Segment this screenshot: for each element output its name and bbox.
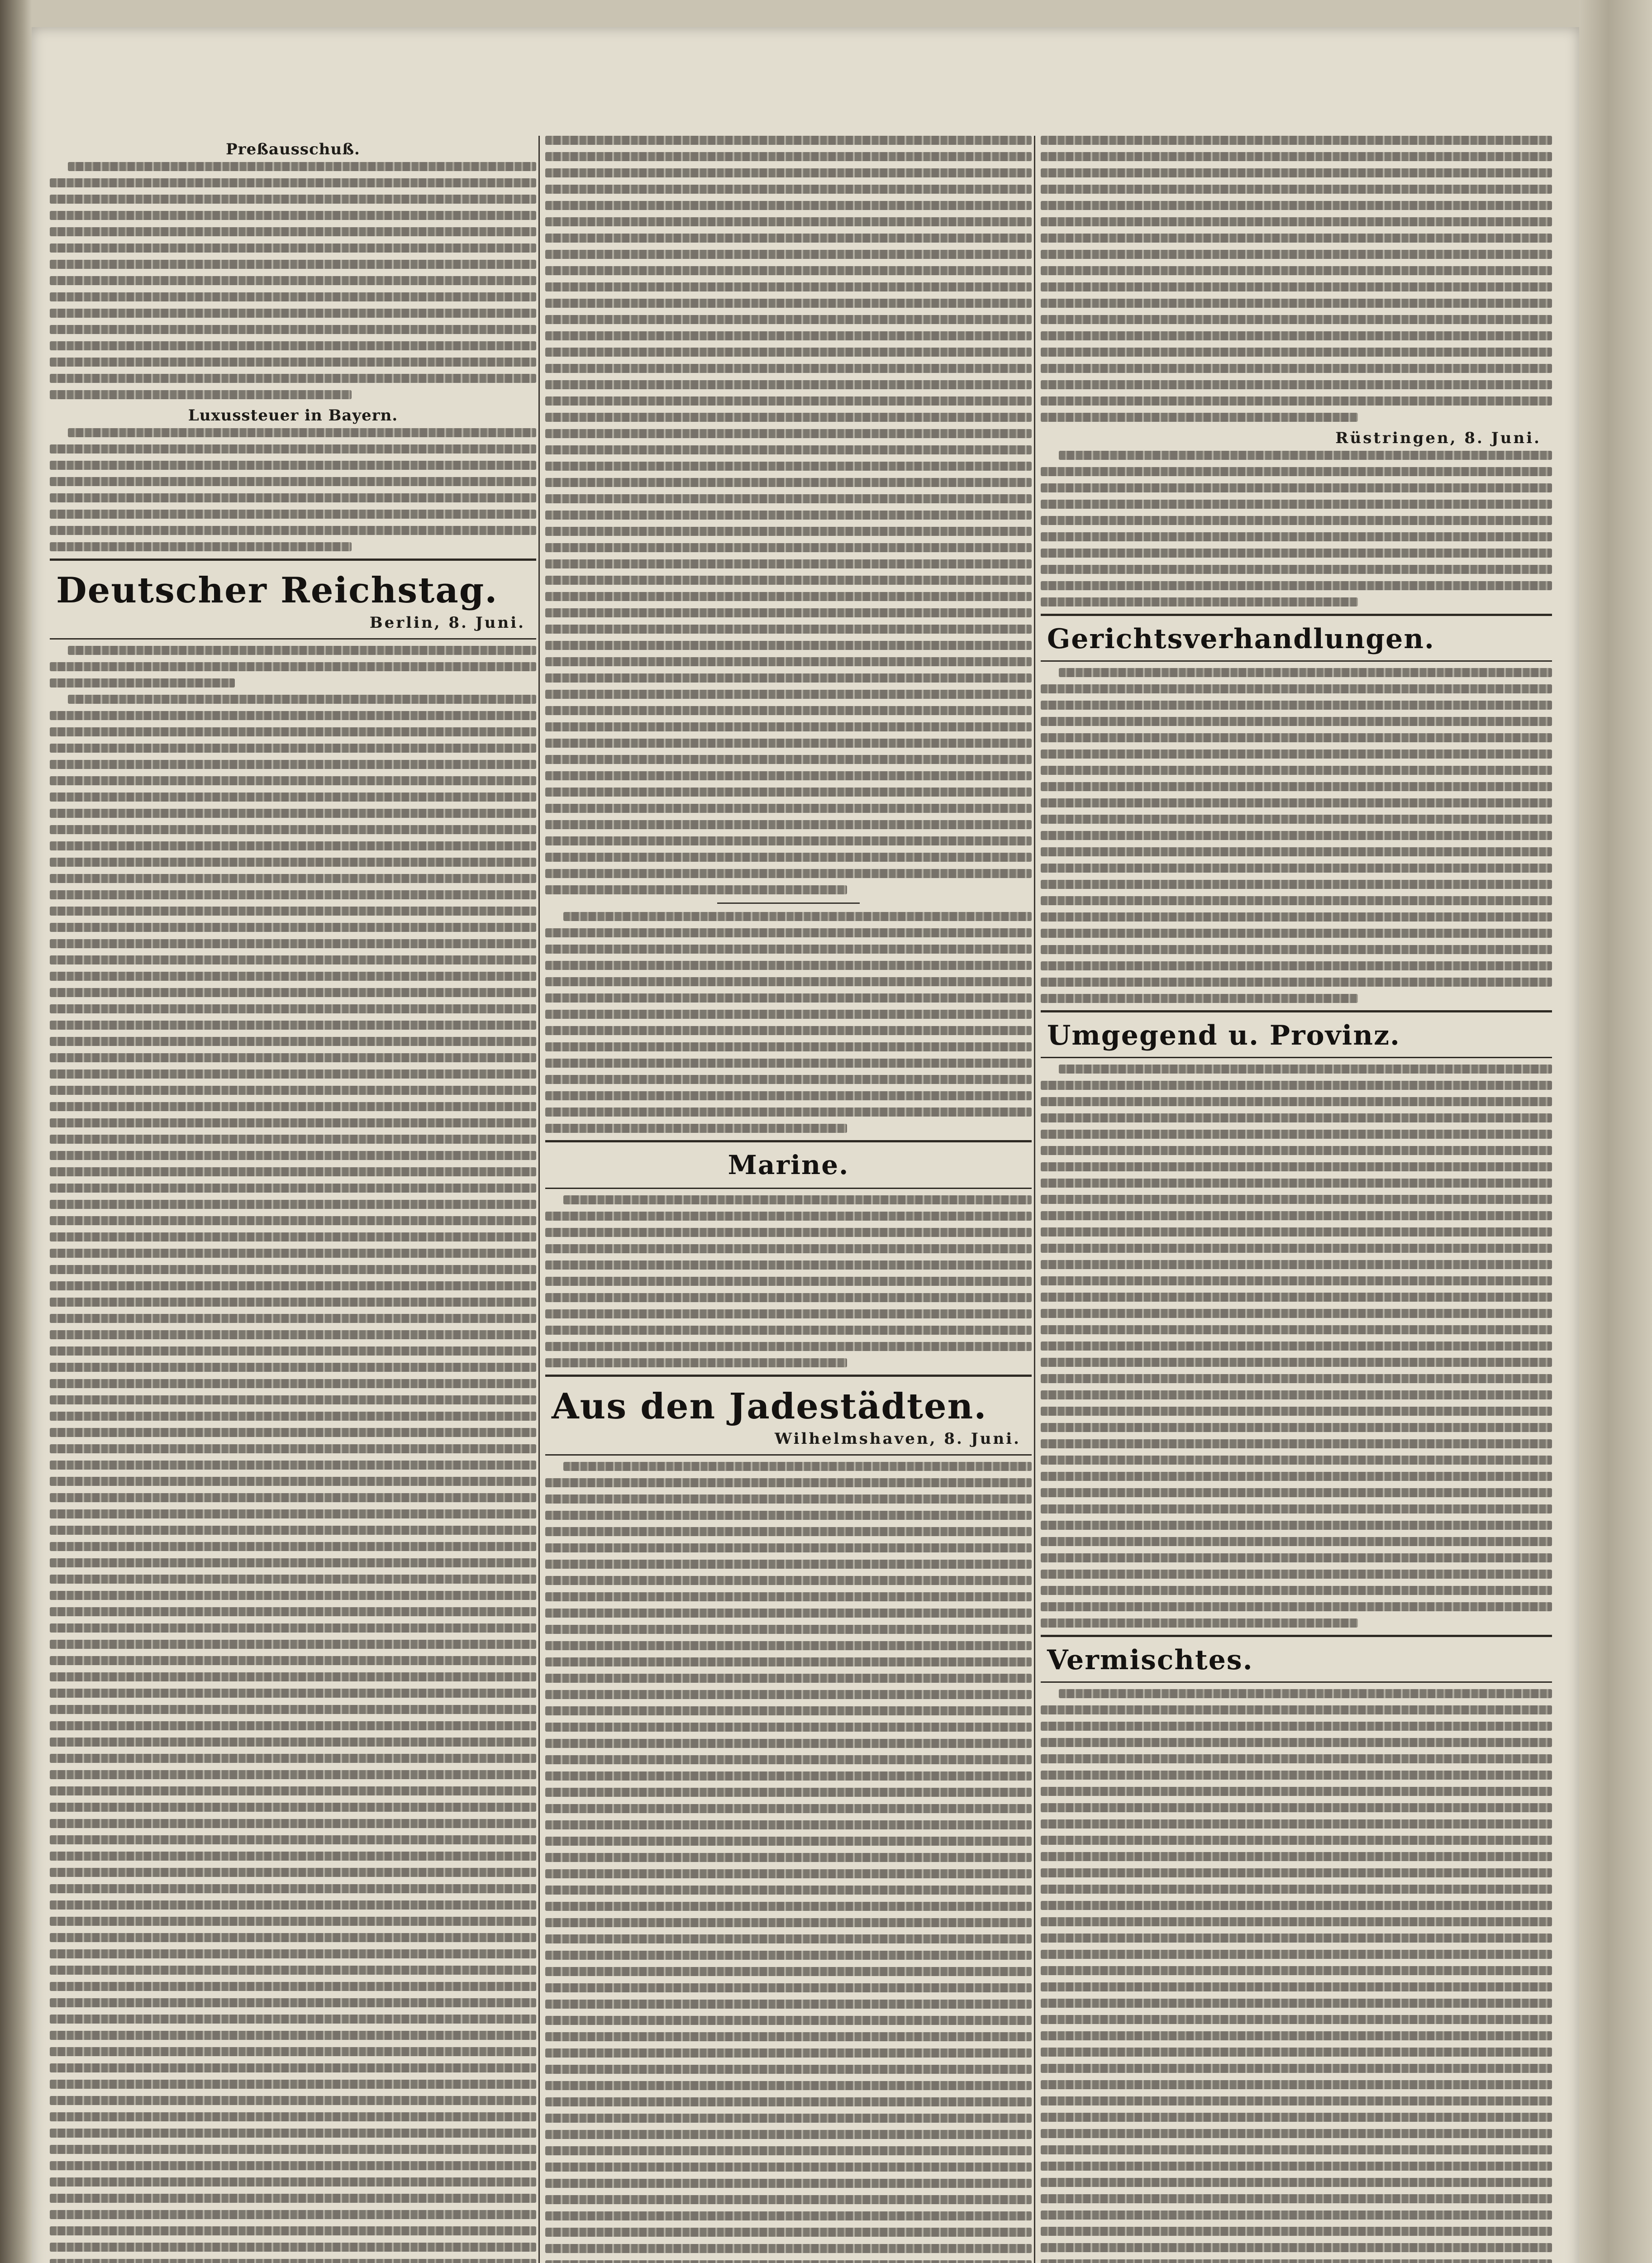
column-rule — [538, 136, 540, 2263]
section-heading: Deutscher Reichstag. — [56, 570, 498, 611]
article-body — [50, 162, 536, 399]
article-luxussteuer — [50, 406, 536, 551]
article-body — [545, 136, 1032, 894]
separator — [717, 902, 860, 904]
page-edge — [1579, 0, 1652, 2263]
column-3 — [1041, 136, 1552, 2263]
article-body — [1041, 136, 1552, 422]
page-binding — [0, 0, 32, 2263]
article-pressausschuss — [50, 140, 536, 399]
section-umgegend — [1041, 1010, 1552, 1058]
section-heading: Umgegend u. Provinz. — [1047, 1020, 1400, 1051]
section-heading: Marine. — [728, 1150, 849, 1180]
article-body — [50, 428, 536, 551]
section-gericht — [1041, 614, 1552, 662]
section-heading: Vermischtes. — [1047, 1644, 1253, 1676]
article-body — [545, 1195, 1032, 1367]
article-body — [1041, 668, 1552, 1003]
article-body — [1041, 1689, 1552, 2263]
section-vermischtes — [1041, 1635, 1552, 1683]
dateline: Rüstringen, 8. Juni. — [1335, 429, 1541, 447]
section-marine — [545, 1140, 1032, 1189]
column-1 — [50, 136, 536, 2263]
section-reichstag — [50, 559, 536, 640]
article-heading: Luxussteuer in Bayern. — [188, 406, 398, 425]
section-heading: Gerichtsverhandlungen. — [1047, 623, 1435, 655]
section-jadestaedte — [545, 1375, 1032, 1456]
article-heading: Preßausschuß. — [226, 140, 360, 158]
column-rule — [1034, 136, 1035, 2263]
dateline: Berlin, 8. Juni. — [369, 614, 525, 632]
article-body — [50, 646, 536, 2263]
dateline: Wilhelmshaven, 8. Juni. — [775, 1430, 1021, 1448]
newspaper-page — [32, 27, 1579, 2263]
column-2 — [545, 136, 1032, 2263]
article-body — [545, 912, 1032, 1133]
article-body — [545, 1462, 1032, 2263]
article-body — [1041, 451, 1552, 606]
article-body — [1041, 1065, 1552, 1628]
section-heading: Aus den Jadestädten. — [552, 1386, 987, 1427]
